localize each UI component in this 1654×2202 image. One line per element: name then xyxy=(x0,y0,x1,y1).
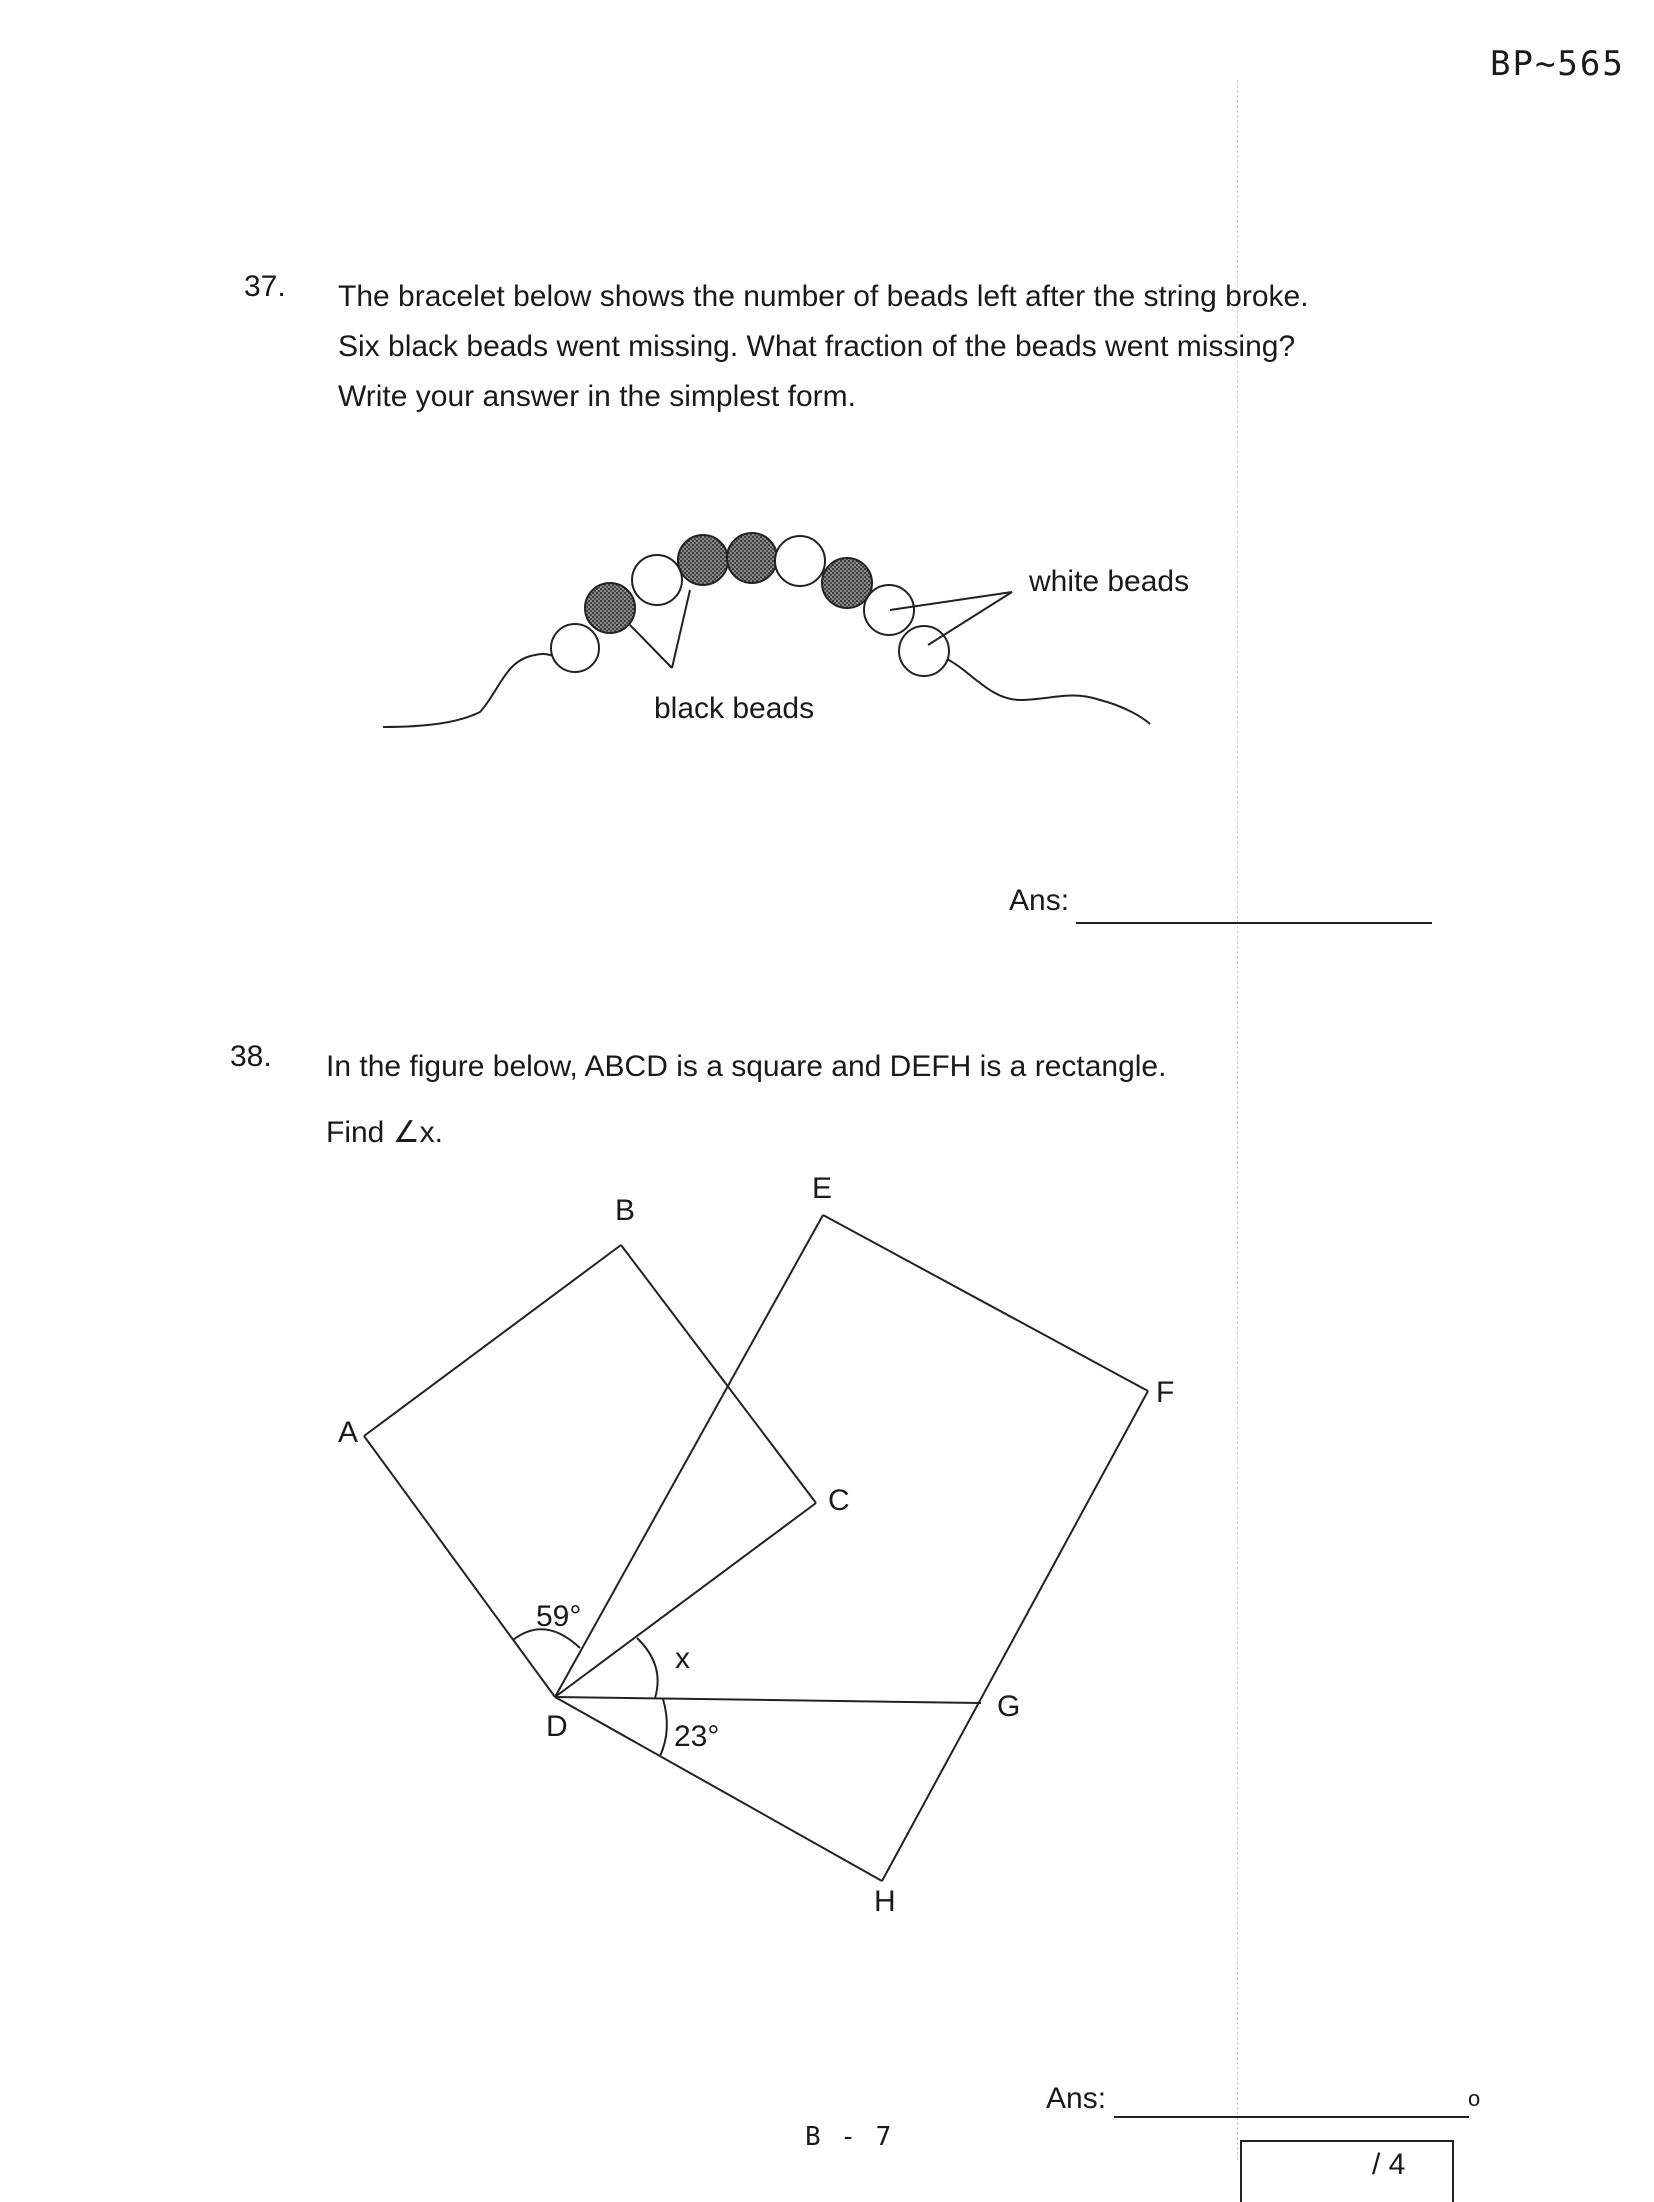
score-total: / 4 xyxy=(1372,2148,1406,2181)
question-37-line-1: The bracelet below shows the number of beads left after the string broke. xyxy=(338,280,1309,313)
question-37-line-3: Write your answer in the simplest form. xyxy=(338,380,856,413)
side-ab xyxy=(364,1245,621,1436)
degree-symbol: o xyxy=(1468,2086,1481,2111)
question-38-answer-label: Ans: xyxy=(1046,2082,1107,2115)
point-f-label: F xyxy=(1156,1376,1175,1409)
side-da xyxy=(364,1436,555,1697)
side-de xyxy=(555,1215,823,1697)
side-ef xyxy=(823,1215,1148,1391)
side-bc xyxy=(621,1245,816,1503)
question-38-line-2: Find ∠x. xyxy=(326,1116,443,1149)
point-d-label: D xyxy=(546,1710,568,1743)
question-37-line-2: Six black beads went missing. What fraction of the beads went missing? xyxy=(338,330,1296,363)
question-37-number: 37. xyxy=(244,270,286,303)
question-37-answer-label: Ans: xyxy=(1009,884,1070,917)
page-code: BP~565 xyxy=(1490,44,1625,84)
point-c-label: C xyxy=(828,1484,850,1517)
point-h-label: H xyxy=(874,1885,896,1918)
black-beads-label: black beads xyxy=(654,692,815,725)
question-38-number: 38. xyxy=(230,1040,272,1073)
angle-23-label: 23° xyxy=(674,1720,720,1753)
side-fh xyxy=(882,1391,1148,1881)
angle-59-label: 59° xyxy=(536,1600,582,1633)
point-b-label: B xyxy=(615,1194,636,1227)
line-dg xyxy=(555,1697,981,1703)
point-a-label: A xyxy=(338,1416,359,1449)
page-number: B - 7 xyxy=(805,2122,894,2152)
point-g-label: G xyxy=(997,1690,1021,1723)
white-beads-label: white beads xyxy=(1029,565,1190,598)
point-e-label: E xyxy=(812,1172,833,1205)
question-38-line-1: In the figure below, ABCD is a square and DEFH is a rectangle. xyxy=(326,1050,1167,1083)
score-box xyxy=(1240,2140,1454,2202)
angle-23-arc xyxy=(660,1699,667,1756)
angle-x-label: x xyxy=(675,1642,690,1675)
question-38-answer-line[interactable] xyxy=(1114,2114,1469,2118)
angle-x-arc xyxy=(637,1638,658,1698)
